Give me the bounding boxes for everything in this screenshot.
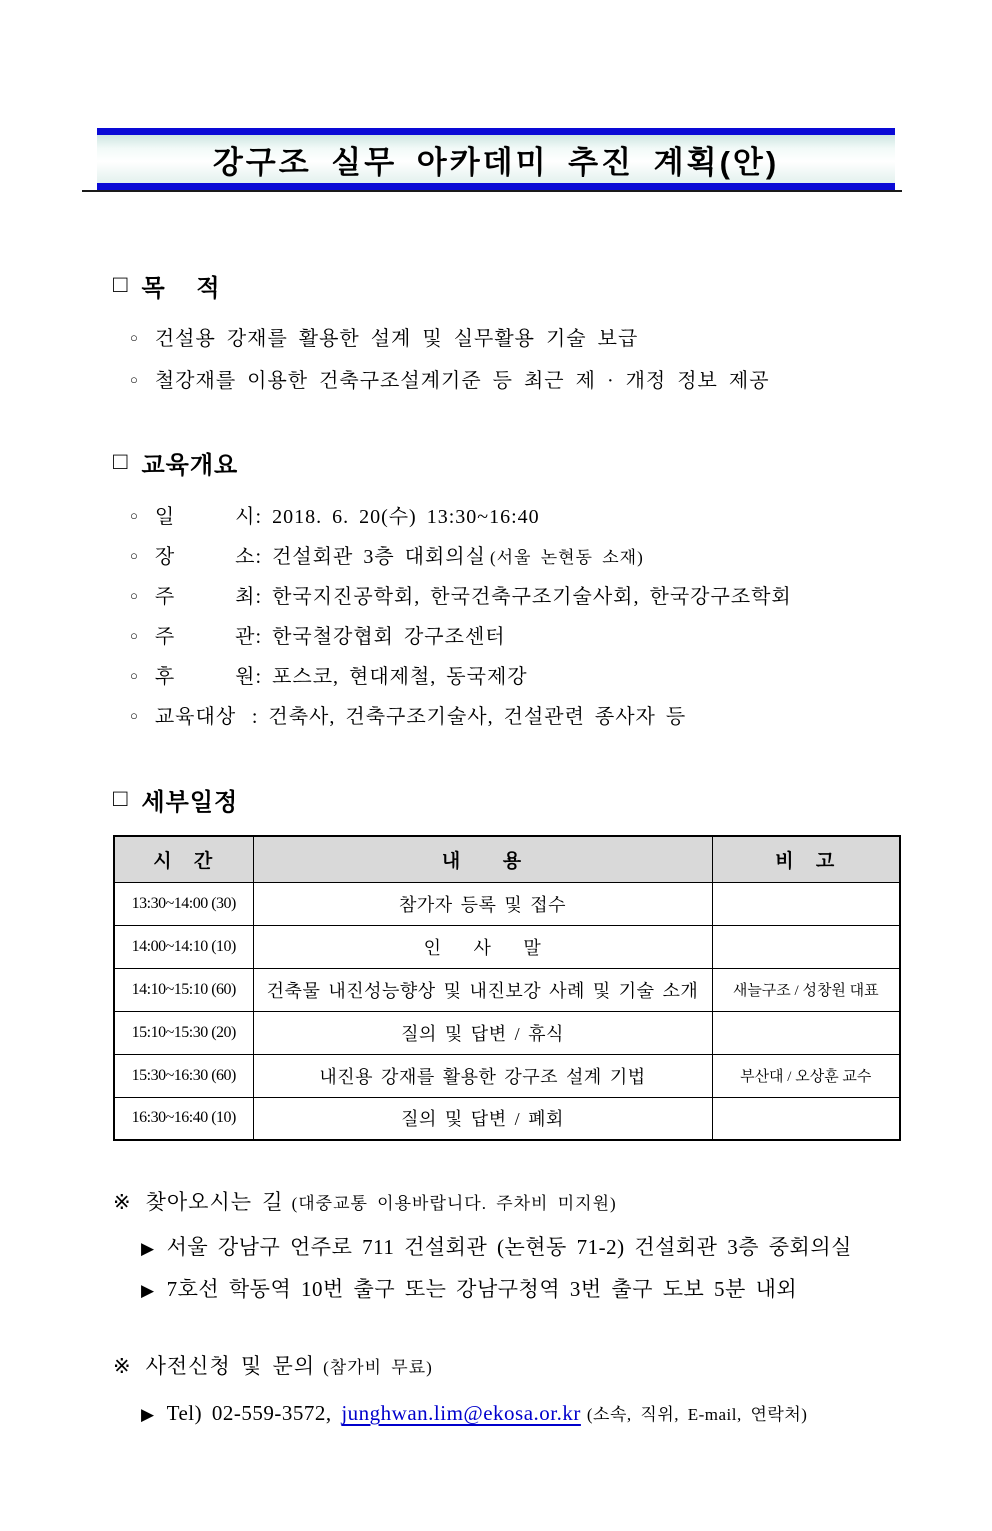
- colon-separator: :: [255, 586, 263, 608]
- colon-separator: :: [255, 666, 263, 688]
- purpose-list: [130, 319, 992, 403]
- section-heading-overview: [113, 445, 992, 480]
- arrow-bullet-icon: ▶: [141, 1405, 155, 1424]
- schedule-content: 질의 및 답변 / 휴식: [253, 1011, 712, 1054]
- circle-bullet-icon: ○: [130, 708, 139, 723]
- application-note: [113, 1349, 992, 1435]
- arrow-bullet-icon: ▶: [141, 1239, 155, 1258]
- schedule-time: 16:30~16:40 (10): [114, 1097, 253, 1140]
- reference-mark-icon: ※: [113, 1190, 132, 1214]
- overview-item-sponsor: [130, 658, 992, 698]
- section-heading-schedule-label: 세부일정: [141, 789, 239, 816]
- overview-label: 교육대상: [154, 706, 237, 728]
- application-title-note: (참가비 무료): [323, 1358, 433, 1377]
- purpose-item: [130, 361, 992, 403]
- overview-list: [130, 498, 992, 738]
- schedule-content: 내진용 강재를 활용한 강구조 설계 기법: [253, 1054, 712, 1097]
- title-banner: [97, 128, 895, 190]
- overview-item-organizer: [130, 618, 992, 658]
- overview-value: 2018. 6. 20(수) 13:30~16:40: [272, 506, 540, 528]
- circle-bullet-icon: ○: [130, 372, 139, 387]
- overview-label: 후 원: [154, 666, 256, 688]
- schedule-remark: [712, 925, 900, 968]
- contact-line: [141, 1393, 992, 1435]
- circle-bullet-icon: ○: [130, 548, 139, 563]
- section-heading-schedule: [113, 782, 992, 817]
- application-title-line: [113, 1349, 992, 1385]
- directions-item-text: 7호선 학동역 10번 출구 또는 강남구청역 3번 출구 도보 5분 내외: [166, 1277, 798, 1301]
- colon-separator: :: [255, 626, 263, 648]
- purpose-item: [130, 319, 992, 361]
- schedule-content: 질의 및 답변 / 폐회: [253, 1097, 712, 1140]
- square-bullet-icon: □: [113, 270, 129, 298]
- overview-item-datetime: [130, 498, 992, 538]
- colon-separator: :: [251, 706, 259, 728]
- email-link[interactable]: junghwan.lim@ekosa.or.kr: [341, 1401, 581, 1425]
- table-row: [114, 882, 900, 925]
- schedule-content: 인 사 말: [253, 925, 712, 968]
- circle-bullet-icon: ○: [130, 508, 139, 523]
- circle-bullet-icon: ○: [130, 588, 139, 603]
- table-row: [114, 968, 900, 1011]
- colon-separator: :: [255, 546, 263, 568]
- directions-note: [113, 1185, 992, 1311]
- arrow-bullet-icon: ▶: [141, 1281, 155, 1300]
- square-bullet-icon: □: [113, 447, 129, 475]
- overview-value-note: (서울 논현동 소재): [489, 548, 644, 567]
- overview-label: 일 시: [154, 506, 256, 528]
- overview-value: 포스코, 현대제철, 동국제강: [272, 666, 528, 688]
- table-row: [114, 1011, 900, 1054]
- table-row: [114, 1097, 900, 1140]
- application-items: [141, 1393, 992, 1435]
- purpose-item-text: 건설용 강재를 활용한 설계 및 실무활용 기술 보급: [154, 328, 639, 350]
- list-item: [141, 1227, 992, 1269]
- directions-items: [141, 1227, 992, 1311]
- directions-title-line: [113, 1185, 992, 1221]
- schedule-header-row: [114, 836, 900, 882]
- document-page: [0, 128, 992, 1531]
- schedule-time: 15:30~16:30 (60): [114, 1054, 253, 1097]
- column-header-remark: 비 고: [712, 836, 900, 882]
- column-header-content: 내 용: [253, 836, 712, 882]
- schedule-content: 참가자 등록 및 접수: [253, 882, 712, 925]
- schedule-remark: 부산대 / 오상훈 교수: [712, 1054, 900, 1097]
- purpose-item-text: 철강재를 이용한 건축구조설계기준 등 최근 제 · 개정 정보 제공: [154, 370, 770, 392]
- application-title: 사전신청 및 문의: [145, 1354, 316, 1378]
- schedule-remark: [712, 1097, 900, 1140]
- circle-bullet-icon: ○: [130, 330, 139, 345]
- banner-underline: [82, 190, 902, 192]
- overview-label: 주 최: [154, 586, 256, 608]
- section-heading-purpose: [113, 268, 992, 303]
- overview-value: 건설회관 3층 대회의실: [272, 546, 486, 568]
- schedule-time: 13:30~14:00 (30): [114, 882, 253, 925]
- telephone-number: Tel) 02-559-3572,: [166, 1401, 332, 1425]
- overview-label: 장 소: [154, 546, 256, 568]
- section-heading-purpose-label: 목 적: [141, 275, 221, 302]
- directions-item-text: 서울 강남구 언주로 711 건설회관 (논현동 71-2) 건설회관 3층 중회의실: [166, 1235, 852, 1259]
- overview-label: 주 관: [154, 626, 256, 648]
- overview-value: 한국철강협회 강구조센터: [272, 626, 506, 648]
- schedule-time: 14:10~15:10 (60): [114, 968, 253, 1011]
- document-title: 강구조 실무 아카데미 추진 계획(안): [212, 144, 780, 180]
- overview-item-host: [130, 578, 992, 618]
- directions-title: 찾아오시는 길: [145, 1190, 284, 1214]
- schedule-table: [113, 835, 901, 1141]
- table-row: [114, 1054, 900, 1097]
- schedule-remark: [712, 882, 900, 925]
- overview-item-location: [130, 538, 992, 578]
- contact-suffix: (소속, 직위, E-mail, 연락처): [586, 1405, 808, 1424]
- directions-title-note: (대중교통 이용바랍니다. 주차비 미지원): [291, 1194, 617, 1213]
- overview-value: 건축사, 건축구조기술사, 건설관련 종사자 등: [268, 706, 687, 728]
- schedule-content: 건축물 내진성능향상 및 내진보강 사례 및 기술 소개: [253, 968, 712, 1011]
- schedule-remark: 새늘구조 / 성창원 대표: [712, 968, 900, 1011]
- reference-mark-icon: ※: [113, 1354, 132, 1378]
- schedule-remark: [712, 1011, 900, 1054]
- column-header-time: 시 간: [114, 836, 253, 882]
- schedule-time: 15:10~15:30 (20): [114, 1011, 253, 1054]
- schedule-time: 14:00~14:10 (10): [114, 925, 253, 968]
- list-item: [141, 1269, 992, 1311]
- circle-bullet-icon: ○: [130, 628, 139, 643]
- overview-item-audience: [130, 698, 992, 738]
- overview-value: 한국지진공학회, 한국건축구조기술사회, 한국강구조학회: [272, 586, 792, 608]
- colon-separator: :: [255, 506, 263, 528]
- circle-bullet-icon: ○: [130, 668, 139, 683]
- table-row: [114, 925, 900, 968]
- square-bullet-icon: □: [113, 784, 129, 812]
- section-heading-overview-label: 교육개요: [141, 452, 239, 479]
